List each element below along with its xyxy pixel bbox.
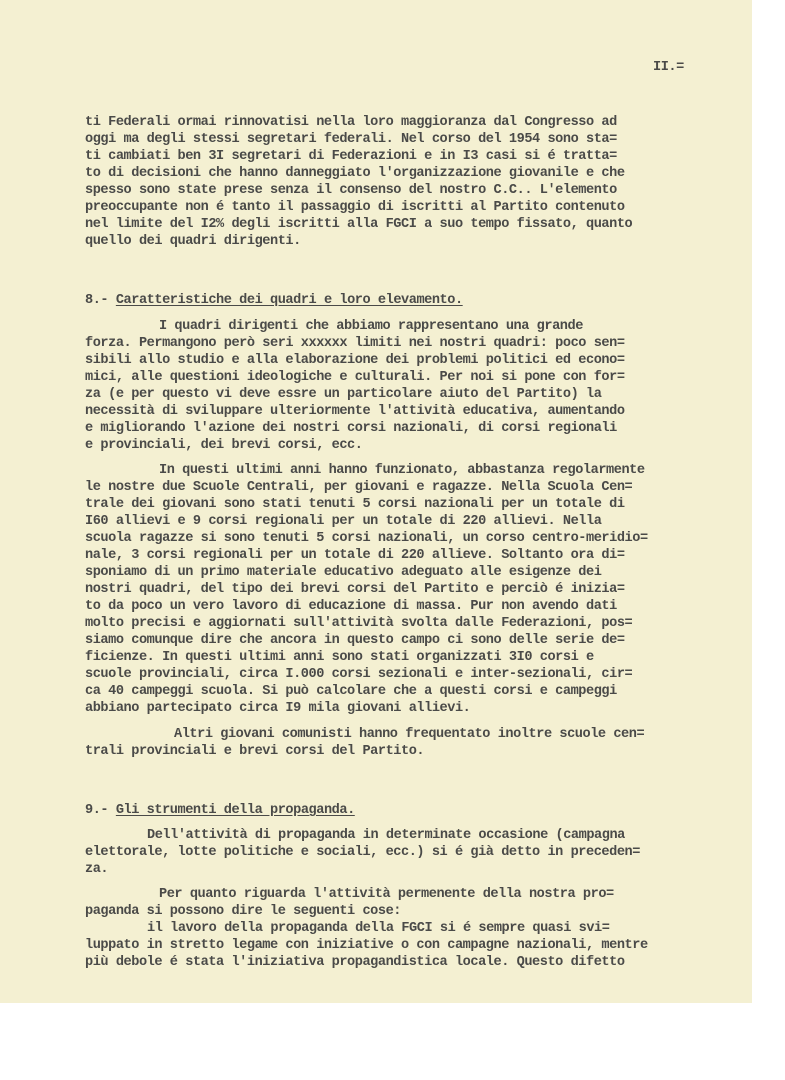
- text-line: e migliorando l'azione dei nostri corsi nazionali, di corsi regionali: [85, 421, 617, 436]
- text-line: ficienze. In questi ultimi anni sono stati organizzati 3I0 corsi e: [85, 650, 594, 665]
- text-line: ca 40 campeggi scuola. Si può calcolare che a questi corsi e campeggi: [85, 684, 617, 699]
- page-number: II.=: [653, 60, 684, 75]
- text-line: mici, alle questioni ideologiche e culturali. Per noi si pone con for=: [85, 370, 625, 385]
- text-line: ti cambiati ben 3I segretari di Federazioni e in I3 casi si é tratta=: [85, 149, 617, 164]
- section-title: Gli strumenti della propaganda.: [115, 803, 355, 818]
- text-line: nel limite del I2% degli iscritti alla FGCI a suo tempo fissato, quanto: [85, 217, 633, 232]
- text-line: scuola ragazze si sono tenuti 5 corsi nazionali, un corso centro-meridio=: [85, 531, 648, 546]
- text-line: il lavoro della propaganda della FGCI si é sempre quasi svi=: [147, 921, 610, 936]
- text-line: scuole provinciali, circa I.000 corsi sezionali e inter-sezionali, cir=: [85, 667, 633, 682]
- text-line: preoccupante non é tanto il passaggio di iscritti al Partito contenuto: [85, 200, 625, 215]
- text-line: più debole é stata l'iniziativa propagandistica locale. Questo difetto: [85, 955, 625, 970]
- text-line: spesso sono state prese senza il consenso del nostro C.C.. L'elemento: [85, 183, 617, 198]
- text-line: oggi ma degli stessi segretari federali. Nel corso del 1954 sono sta=: [85, 132, 617, 147]
- text-line: elettorale, lotte politiche e sociali, ecc.) si é già detto in preceden=: [85, 845, 640, 860]
- text-line: paganda si possono dire le seguenti cose:: [85, 904, 402, 919]
- section-number: 8.-: [85, 293, 109, 308]
- text-line: Dell'attività di propaganda in determinate occasione (campagna: [147, 828, 625, 843]
- section-title: Caratteristiche dei quadri e loro elevamento.: [115, 293, 463, 308]
- text-line: molto precisi e aggiornati sull'attività svolta dalle Federazioni, pos=: [85, 616, 633, 631]
- text-line: forza. Permangono però seri xxxxxx limiti nei nostri quadri: poco sen=: [85, 336, 625, 351]
- text-line: I60 allievi e 9 corsi regionali per un totale di 220 allievi. Nella: [85, 514, 602, 529]
- section-heading-8: [85, 292, 463, 309]
- section-heading-9: [85, 802, 355, 819]
- text-line: za (e per questo vi deve essre un particolare aiuto del Partito) la: [85, 387, 602, 402]
- text-line: Altri giovani comunisti hanno frequentato inoltre scuole cen=: [174, 727, 645, 742]
- text-line: sibili allo studio e alla elaborazione dei problemi politici ed econo=: [85, 353, 625, 368]
- text-line: trali provinciali e brevi corsi del Partito.: [85, 744, 425, 759]
- text-line: sponiamo di un primo materiale educativo adeguato alle esigenze dei: [85, 565, 602, 580]
- text-line: le nostre due Scuole Centrali, per giovani e ragazze. Nella Scuola Cen=: [85, 480, 633, 495]
- text-line: to di decisioni che hanno danneggiato l'organizzazione giovanile e che: [85, 166, 625, 181]
- text-line: nostri quadri, del tipo dei brevi corsi del Partito e perciò é inizia=: [85, 582, 625, 597]
- text-line: siamo comunque dire che ancora in questo campo ci sono delle serie de=: [85, 633, 625, 648]
- text-line: nale, 3 corsi regionali per un totale di 220 allieve. Soltanto ora di=: [85, 548, 625, 563]
- text-line: quello dei quadri dirigenti.: [85, 234, 301, 249]
- text-line: e provinciali, dei brevi corsi, ecc.: [85, 438, 363, 453]
- scan-background: [0, 1003, 785, 1080]
- section-number: 9.-: [85, 803, 109, 818]
- text-line: to da poco un vero lavoro di educazione di massa. Pur non avendo dati: [85, 599, 617, 614]
- text-line: I quadri dirigenti che abbiamo rappresentano una grande: [159, 319, 583, 334]
- text-line: necessità di sviluppare ulteriormente l'attività educativa, aumentando: [85, 404, 625, 419]
- text-line: In questi ultimi anni hanno funzionato, abbastanza regolarmente: [159, 463, 645, 478]
- text-line: za.: [85, 862, 109, 877]
- text-line: ti Federali ormai rinnovatisi nella loro maggioranza dal Congresso ad: [85, 115, 617, 130]
- text-line: abbiano partecipato circa I9 mila giovani allievi.: [85, 701, 471, 716]
- text-line: luppato in stretto legame con iniziative o con campagne nazionali, mentre: [85, 938, 648, 953]
- text-line: trale dei giovani sono stati tenuti 5 corsi nazionali per un totale di: [85, 497, 625, 512]
- text-line: Per quanto riguarda l'attività permenente della nostra pro=: [159, 887, 614, 902]
